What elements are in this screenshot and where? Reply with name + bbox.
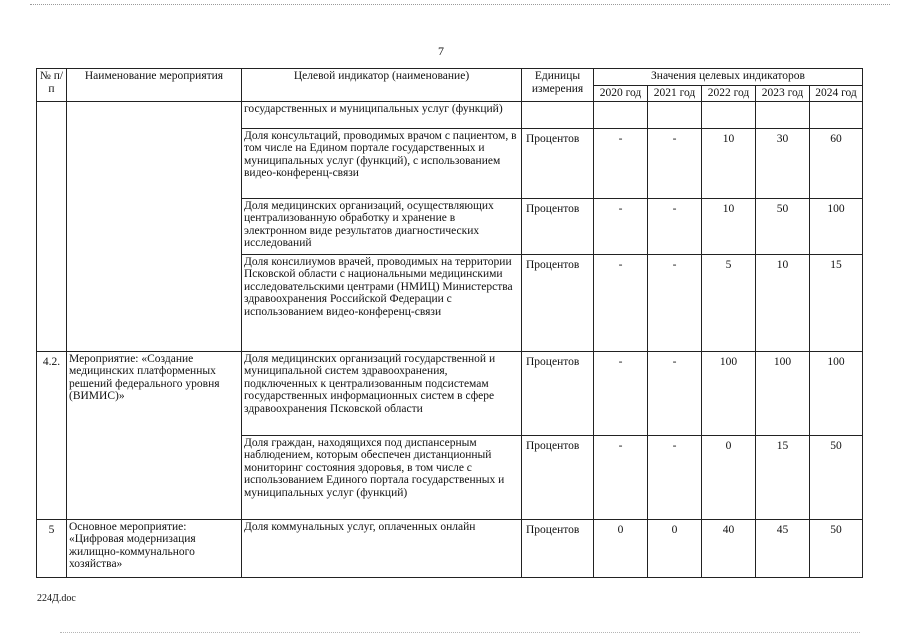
row-value: 0 bbox=[594, 519, 648, 577]
document-filename: 224Д.doc bbox=[37, 593, 76, 604]
row-indicator: Доля медицинских организаций, осуществляющих централизованную обработку и хранение в электронном виде результатов диагностических исследований bbox=[242, 198, 522, 254]
row-value: 45 bbox=[756, 519, 810, 577]
row-value: - bbox=[594, 198, 648, 254]
row-value: 30 bbox=[756, 128, 810, 198]
row-value: - bbox=[594, 128, 648, 198]
row-value: 100 bbox=[756, 351, 810, 435]
row-value: 15 bbox=[810, 254, 863, 351]
scan-artifact-top bbox=[30, 4, 890, 5]
row-value: 100 bbox=[810, 198, 863, 254]
row-unit: Процентов bbox=[522, 351, 594, 435]
row-unit bbox=[522, 101, 594, 128]
table-row bbox=[37, 101, 863, 128]
header-values-group: Значения целевых индикаторов bbox=[594, 69, 863, 86]
row-indicator: Доля консультаций, проводимых врачом с пациентом, в том числе на Едином портале государственных и муниципальных услуг (функций), с использованием видео-конференц-связи bbox=[242, 128, 522, 198]
row-value: 10 bbox=[702, 198, 756, 254]
row-num: 4.2. bbox=[37, 351, 67, 519]
row-num: 5 bbox=[37, 519, 67, 577]
row-value: 100 bbox=[810, 351, 863, 435]
row-value: - bbox=[648, 128, 702, 198]
row-name: Основное мероприятие: «Цифровая модернизация жилищно-коммунального хозяйства» bbox=[67, 519, 242, 577]
header-unit: Единицы измерения bbox=[522, 69, 594, 102]
row-name bbox=[67, 101, 242, 351]
header-year: 2023 год bbox=[756, 86, 810, 102]
header-year: 2020 год bbox=[594, 86, 648, 102]
row-value bbox=[756, 101, 810, 128]
row-value: - bbox=[648, 198, 702, 254]
row-value: - bbox=[648, 351, 702, 435]
row-indicator: Доля коммунальных услуг, оплаченных онлайн bbox=[242, 519, 522, 577]
row-value: 10 bbox=[756, 254, 810, 351]
row-value: 0 bbox=[648, 519, 702, 577]
header-num: № п/п bbox=[37, 69, 67, 102]
row-value: 10 bbox=[702, 128, 756, 198]
table-row bbox=[37, 519, 863, 577]
row-value: 50 bbox=[810, 519, 863, 577]
row-value: 15 bbox=[756, 435, 810, 519]
row-value: - bbox=[648, 435, 702, 519]
table-row bbox=[37, 351, 863, 435]
target-indicators-table bbox=[36, 68, 863, 578]
row-value: 5 bbox=[702, 254, 756, 351]
header-year: 2024 год bbox=[810, 86, 863, 102]
row-unit: Процентов bbox=[522, 128, 594, 198]
header-name: Наименование мероприятия bbox=[67, 69, 242, 102]
row-value bbox=[810, 101, 863, 128]
row-value: - bbox=[594, 254, 648, 351]
row-value: - bbox=[594, 351, 648, 435]
row-indicator: Доля граждан, находящихся под диспансерным наблюдением, которым обеспечен дистанционный мониторинг состояния здоровья, в том числе с использованием Единого портала государственных и муниципальных услуг (функций) bbox=[242, 435, 522, 519]
page-number: 7 bbox=[438, 44, 444, 58]
row-value: 60 bbox=[810, 128, 863, 198]
row-num bbox=[37, 101, 67, 351]
scan-artifact-bottom bbox=[60, 632, 860, 633]
row-indicator: Доля консилиумов врачей, проводимых на территории Псковской области с национальными медицинскими исследовательскими центрами (НМИЦ) Министерства здравоохранения Российской Федерации с использованием видео-конференц-связи bbox=[242, 254, 522, 351]
header-indicator: Целевой индикатор (наименование) bbox=[242, 69, 522, 102]
row-value: 50 bbox=[756, 198, 810, 254]
row-value: 40 bbox=[702, 519, 756, 577]
header-year: 2022 год bbox=[702, 86, 756, 102]
row-value: 50 bbox=[810, 435, 863, 519]
row-unit: Процентов bbox=[522, 198, 594, 254]
row-value: 100 bbox=[702, 351, 756, 435]
row-unit: Процентов bbox=[522, 254, 594, 351]
row-value: 0 bbox=[702, 435, 756, 519]
row-value bbox=[648, 101, 702, 128]
row-name: Мероприятие: «Создание медицинских платформенных решений федерального уровня (ВИМИС)» bbox=[67, 351, 242, 519]
row-indicator: Доля медицинских организаций государственной и муниципальной систем здравоохранения, подключенных к централизованным подсистемам государственных информационных систем в сфере здравоохранения Псковской области bbox=[242, 351, 522, 435]
row-indicator: государственных и муниципальных услуг (функций) bbox=[242, 101, 522, 128]
header-year: 2021 год bbox=[648, 86, 702, 102]
row-unit: Процентов bbox=[522, 519, 594, 577]
row-unit: Процентов bbox=[522, 435, 594, 519]
row-value: - bbox=[594, 435, 648, 519]
row-value bbox=[594, 101, 648, 128]
row-value: - bbox=[648, 254, 702, 351]
row-value bbox=[702, 101, 756, 128]
